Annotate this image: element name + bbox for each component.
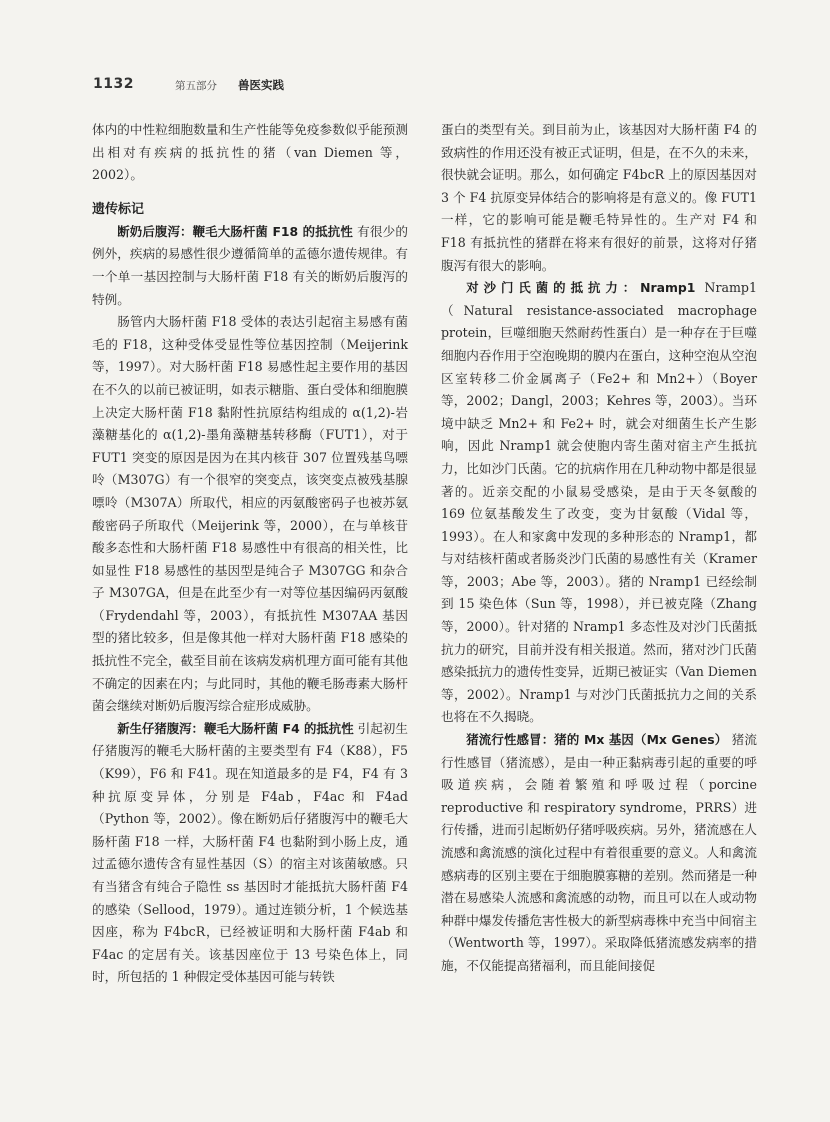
right-column: [441, 119, 757, 978]
paragraph: 蛋白的类型有关。到目前为止，该基因对大肠杆菌 F4 的致病性的作用还没有被正式证明，但是，在不久的未来，很快就会证明。那么，如何确定 F4bcR 上的原因基因对 3 个 F4 抗原变异体结合的影响将是有意义的。像 FUT1 一样，它的影响可能是鞭毛特异性的。生产对 F4 和 F18 有抵抗性的猪群在将来有很好的前景，这将对仔猪腹泻有很大的影响。: [441, 122, 757, 273]
paragraph: [441, 729, 757, 978]
paragraph: [92, 718, 408, 989]
paragraph-text: 猪流行性感冒（猪流感），是由一种正黏病毒引起的重要的呼吸道疾病，会随着繁殖和呼吸过程（porcine reproductive 和 respiratory syndrome，PRRS）进行传播，进而引起断奶仔猪呼吸疾病。另外，猪流感在人流感和禽流感的演化过程中有着很重要的意义。人和禽流感病毒的区别主要在于细胞膜寡糖的差别。然而猪是一种潜在易感染人流感和禽流感的动物，而且可以在人或动物种群中爆发传播危害性极大的新型病毒株中充当中间宿主（Wentworth 等，1997）。采取降低猪流感发病率的措施，不仅能提高猪福利，而且能间接促: [441, 732, 757, 973]
paragraph: [92, 221, 408, 311]
page-number: 1132: [93, 76, 134, 92]
paragraph: 肠管内大肠杆菌 F18 受体的表达引起宿主易感有菌毛的 F18，这种受体受显性等位基因控制（Meijerink 等，1997）。对大肠杆菌 F18 易感性起主要作用的基因在不久的以前已被证明，如表示糖脂、蛋白受体和细胞膜上决定大肠杆菌 F18 黏附性抗原结构组成的 α(1,2)-岩藻糖基化的 α(1,2)-墨角藻糖基转移酶（FUT1），对于 FUT1 突变的原因是因为在其内核苷 307 位置残基鸟嘌呤（M307G）有一个很窄的突变点，该突变点被残基腺嘌呤（M307A）所取代，相应的丙氨酸密码子也被苏氨酸密码子所取代（Meijerink 等，2000），在与单核苷酸多态性和大肠杆菌 F18 易感性中有很高的相关性，比如显性 F18 易感性的基因型是纯合子 M307GG 和杂合子 M307GA，但是在此至少有一对等位基因编码丙氨酸（Frydendahl 等，2003），有抵抗性 M307AA 基因型的猪比较多，但是像其他一样对大肠杆菌 F18 感染的抵抗性不完全，截至目前在该病发病机理方面可能有其他不确定的因素在内；与此同时，其他的鞭毛肠毒素大肠杆菌会继续对断奶后腹泻综合症形成威胁。: [92, 314, 408, 714]
paragraph-text: 引起初生仔猪腹泻的鞭毛大肠杆菌的主要类型有 F4（K88），F5（K99），F6 和 F41。现在知道最多的是 F4，F4 有 3 种抗原变异体，分别是 F4ab，F4ac 和 F4ad（Python 等，2002）。像在断奶后仔猪腹泻中的鞭毛大肠杆菌 F18 一样，大肠杆菌 F4 也黏附到小肠上皮，通过孟德尔遗传含有显性基因（S）的宿主对该菌敏感。只有当猪含有纯合子隐性 ss 基因时才能抵抗大肠杆菌 F4 的感染（Sellood，1979）。通过连锁分析，1 个候选基因座，称为 F4bcR，已经被证明和大肠杆菌 F4ab 和 F4ac 的定居有关。该基因座位于 13 号染色体上，同时，所包括的 1 种假定受体基因可能与转铁: [92, 720, 408, 985]
subheading: 新生仔猪腹泻：鞭毛大肠杆菌 F4 的抵抗性: [117, 720, 354, 736]
paragraph: 体内的中性粒细胞数量和生产性能等免疫参数似乎能预测出相对有疾病的抵抗性的猪（van Diemen 等，2002）。: [92, 122, 408, 183]
paragraph: [441, 277, 757, 729]
section-label: 第五部分: [175, 80, 217, 92]
section-heading: 遗传标记: [92, 201, 145, 217]
paragraph-text: Nramp1（Natural resistance-associated macrophage protein，巨噬细胞天然耐药性蛋白）是一种存在于巨噬细胞内吞作用于空泡晚期的膜内在蛋白，这种空泡从空泡区室转移二价金属离子（Fe2+ 和 Mn2+）（Boyer 等，2002；Dangl，2003；Kehres 等，2003）。当环境中缺乏 Mn2+ 和 Fe2+ 时，就会对细菌生长产生影响，因此 Nramp1 就会使胞内寄生菌对宿主产生抵抗力，比如沙门氏菌。它的抗病作用在几种动物中都是很显著的。近亲交配的小鼠易受感染，是由于天冬氨酸的 169 位氨基酸发生了改变，变为甘氨酸（Vidal 等，1993）。在人和家禽中发现的多种形态的 Nramp1，都与对结核杆菌或者肠炎沙门氏菌的易感性有关（Kramer 等，2003；Abe 等，2003）。猪的 Nramp1 已经绘制到 15 染色体（Sun 等，1998），并已被克隆（Zhang 等，2000）。针对猪的 Nramp1 多态性及对沙门氏菌抵抗力的研究，目前并没有相关报道。然而，猪对沙门氏菌感染抵抗力的遗传性变异，近期已被证实（Van Diemen 等，2002）。Nramp1 与对沙门氏菌抵抗力之间的关系也将在不久揭晓。: [441, 280, 757, 725]
left-column: [92, 119, 408, 989]
subheading: 断奶后腹泻：鞭毛大肠杆菌 F18 的抵抗性: [117, 223, 353, 239]
subheading: 猪流行性感冒：猪的 Mx 基因（Mx Genes）: [466, 732, 728, 748]
section-title: 兽医实践: [238, 78, 284, 92]
paragraph-text: 有很少的例外，疾病的易感性很少遵循简单的孟德尔遗传规律。有一个单一基因控制与大肠杆菌 F18 有关的断奶后腹泻的特例。: [92, 223, 408, 307]
page-header: [93, 76, 753, 100]
subheading: 对沙门氏菌的抵抗力：Nramp1: [466, 280, 696, 296]
